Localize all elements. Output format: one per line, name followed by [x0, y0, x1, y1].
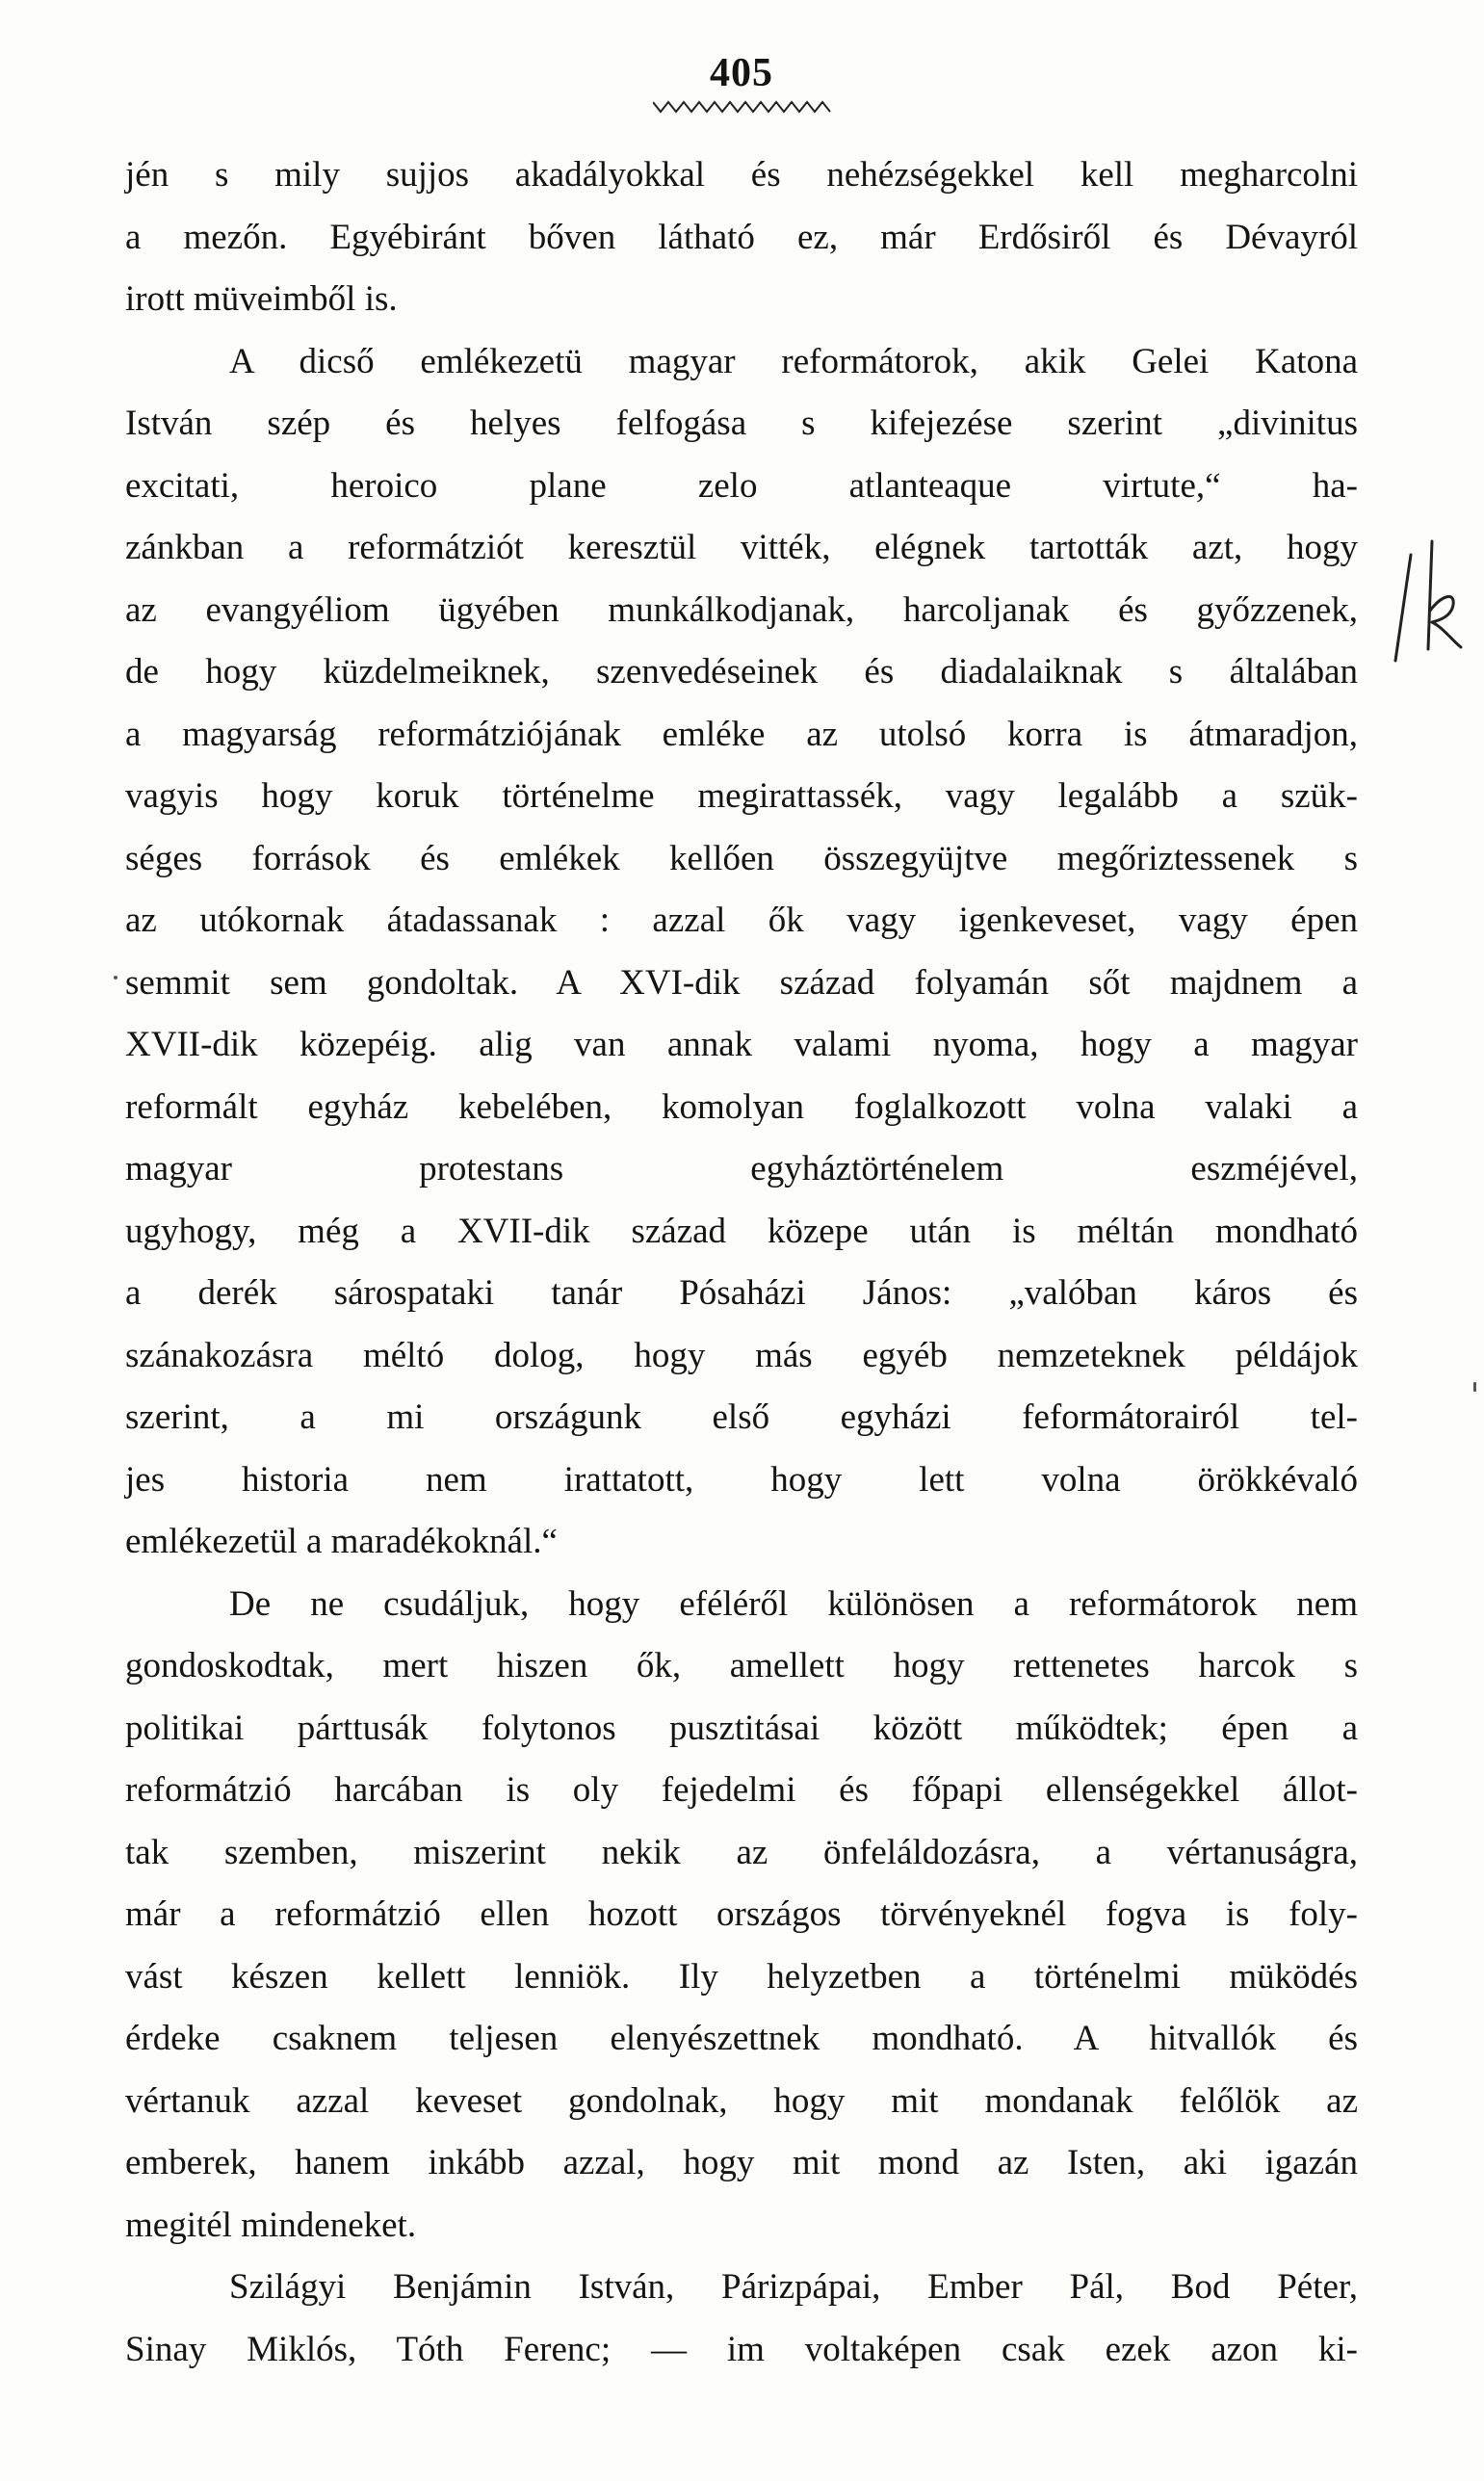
text-line: vértanuk azzal keveset gondolnak, hogy mit mondanak felőlök az: [125, 2080, 1358, 2121]
text-line: De ne csudáljuk, hogy eféléről különösen a reformátorok nem: [229, 1583, 1358, 1624]
text-line: jes historia nem irattatott, hogy lett volna örökkévaló: [125, 1459, 1358, 1500]
text-line: a magyarság reformátziójának emléke az utolsó korra is átmaradjon,: [125, 714, 1358, 754]
text-line: politikai párttusák folytonos pusztitásai között működtek; épen a: [125, 1708, 1358, 1748]
margin-note-glyph: [1392, 535, 1469, 680]
page-number: 405: [710, 51, 773, 95]
text-line: jén s mily sujjos akadályokkal és nehézségekkel kell megharcolni: [125, 155, 1358, 195]
text-line: szánakozásra méltó dolog, hogy más egyéb nemzeteknek példájok: [125, 1335, 1358, 1375]
text-line: de hogy küzdelmeiknek, szenvedéseinek és diadalaiknak s általában: [125, 652, 1358, 692]
text-line: reformált egyház kebelében, komolyan foglalkozott volna valaki a: [125, 1086, 1358, 1127]
text-line: gondoskodtak, mert hiszen ők, amellett hogy rettenetes harcok s: [125, 1646, 1358, 1685]
text-line: XVII-dik közepéig. alig van annak valami nyoma, hogy a magyar: [125, 1025, 1358, 1064]
page-number-zigzag-rule: [653, 100, 832, 114]
text-line: zánkban a reformátziót keresztül vitték, elégnek tartották azt, hogy: [125, 528, 1358, 567]
text-line: a derék sárospataki tanár Pósaházi János: „valóban káros és: [125, 1273, 1358, 1313]
text-line: ugyhogy, még a XVII-dik század közepe után is méltán mondható: [125, 1211, 1358, 1251]
text-line: az evangyéliom ügyében munkálkodjanak, harcoljanak és győzzenek,: [125, 589, 1358, 630]
text-line: szerint, a mi országunk első egyházi feformátorairól tel-: [125, 1397, 1358, 1437]
text-line: emlékezetül a maradékoknál.“: [125, 1522, 558, 1561]
print-speck: [1473, 1382, 1476, 1392]
text-line: A dicső emlékezetü magyar reformátorok, akik Gelei Katona: [229, 341, 1358, 381]
text-line: érdeke csaknem teljesen elenyészettnek mondható. A hitvallók és: [125, 2019, 1358, 2058]
text-line: vagyis hogy koruk történelme megirattassék, vagy legalább a szük-: [125, 776, 1358, 816]
text-line: magyar protestans egyháztörténelem eszméjével,: [125, 1149, 1358, 1188]
text-line: Szilágyi Benjámin István, Párizpápai, Ember Pál, Bod Péter,: [229, 2267, 1358, 2307]
text-line: excitati, heroico plane zelo atlanteaque virtute,“ ha-: [125, 465, 1358, 506]
text-line: Sinay Miklós, Tóth Ferenc; — im voltaképen csak ezek azon ki-: [125, 2329, 1358, 2369]
text-line: irott müveimből is.: [125, 279, 398, 319]
text-line: tak szemben, miszerint nekik az önfeláldozásra, a vértanuságra,: [125, 1832, 1358, 1872]
text-line: István szép és helyes felfogása s kifejezése szerint „divinitus: [125, 404, 1358, 443]
text-line: az utókornak átadassanak : azzal ők vagy igenkeveset, vagy épen: [125, 901, 1358, 940]
text-line: séges források és emlékek kellően összegyüjtve megőriztessenek s: [125, 838, 1358, 878]
text-line: a mezőn. Egyébiránt bőven látható ez, már Erdősiről és Dévayról: [125, 217, 1358, 257]
body-text: [125, 144, 1358, 2381]
handwritten-margin-note: [1392, 535, 1469, 680]
text-line: már a reformátzió ellen hozott országos törvényeknél fogva is foly-: [125, 1894, 1358, 1934]
text-line: vást készen kellett lenniök. Ily helyzetben a történelmi müködés: [125, 1956, 1358, 1997]
text-line: semmit sem gondoltak. A XVI-dik század folyamán sőt majdnem a: [125, 962, 1358, 1003]
print-speck: [114, 976, 117, 979]
text-line: emberek, hanem inkább azzal, hogy mit mond az Isten, aki igazán: [125, 2143, 1358, 2182]
text-line: reformátzió harcában is oly fejedelmi és főpapi ellenségekkel állot-: [125, 1770, 1358, 1810]
text-line: megitél mindeneket.: [125, 2205, 417, 2245]
